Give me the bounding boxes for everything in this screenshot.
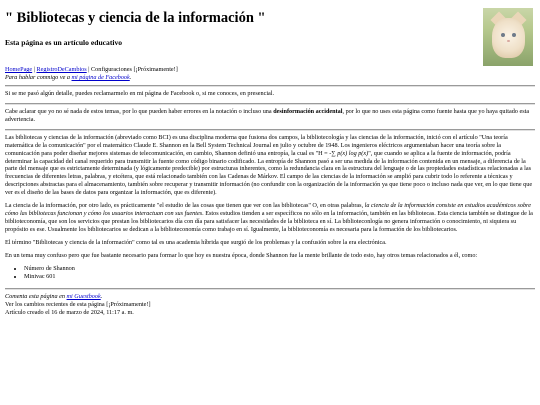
nav-bar — [5, 66, 535, 74]
notice-disclaimer — [5, 108, 535, 124]
guestbook-prefix: Comenta esta página en — [5, 292, 67, 300]
paragraph-termino: El término "Bibliotecas y ciencia de la información" como tal es una academia híbrida que surgió de los problemas y la confusión sobre la era electrónica. — [5, 238, 387, 246]
paragraph-ciencia-b: . Estos estudios tienden a ser específicos no sólo en la información, también en las bibliotecas. Esta ciencia también se distingue de la biblioteconomía, que son los servicios que prestan los bibliotecarios día con día para satisfacer las necesidades de la biblioteca en sí. La biblioteconlogía no genera información o conocimiento, ni siquiera su propósito es ese. Usualmente los bibliotecarios se dedican a la biblioteconomía como trabajo en sí. Igualmente, la biblioteconomía es necesaria para la formación de los bibliotecarios. — [5, 210, 533, 233]
facebook-line — [5, 74, 535, 82]
paragraph-shannon — [5, 134, 535, 198]
disclaimer-text-b: , por lo que no uses esta página como fuente hasta que yo haya quitado esta advertencia. — [5, 107, 530, 123]
notice-feedback: Si se me pasó algún detalle, puedes reclamarmelo en mi página de Facebook o, si me conoces, en presencial. — [5, 89, 275, 97]
recent-changes-text: Ver los cambios recientes de esta página [¡Próximamente!] — [5, 300, 151, 308]
kitten-eye-right — [512, 33, 516, 37]
kitten-nose — [507, 40, 510, 42]
nav-config-text: | Configuraciones [¡Próximamente!] — [86, 66, 178, 73]
guestbook-link[interactable]: mi Guestbook — [66, 292, 101, 300]
list-item: • Minivac 601 — [24, 273, 535, 281]
disclaimer-text-a: Cabe aclarar que yo no sé nada de estos temas, por lo que pueden haber errores en la notación o incluso una — [5, 107, 274, 115]
nav-separator: | — [32, 66, 37, 73]
page-subtitle: Esta página es un artículo educativo — [5, 38, 123, 47]
guestbook-suffix: . — [100, 292, 103, 300]
divider — [5, 129, 535, 131]
divider — [5, 288, 535, 290]
kitten-face — [492, 18, 525, 58]
paragraph-temas: En un tema muy confuso pero que fue bastante necesario para formar lo que hoy es nuestra época, donde Shannon fue la mente brillante de todo esto, hay otros temas relacionados a él, como: — [5, 251, 478, 259]
page-title: " Bibliotecas y ciencia de la información " — [5, 10, 266, 26]
divider — [5, 85, 535, 87]
paragraph-shannon-a: Las bibliotecas y ciencias de la información (abreviado como BCI) es una disciplina moderna que fusiona dos campos, la bibliotecología y las ciencias de la información, inició con el artículo "Una teoría matemática de la comunicación" por el matemático Claude E. Shannon en la Bell System Technical Journal en julio y octubre de 1948. Los ingenieros eléctricos argumentaban hacer una teoría sobre la comunicación para poder diseñar mejores sistemas de telecomunicación, en cambio, Shannon definió una entropía, la cual es "H = -∑ — [5, 133, 508, 157]
created-date-text: Artículo creado el 16 de marzo de 2024, 11:17 a. m. — [5, 308, 134, 316]
homepage-link[interactable]: HomePage — [5, 66, 33, 73]
facebook-prefix: Para hablar conmigo ve a — [5, 73, 72, 81]
paragraph-ciencia — [5, 202, 535, 234]
kitten-photo-icon — [483, 8, 533, 66]
paragraph-shannon-b: ", que cuando se aplica a la fuente de información, podría determinar la capacidad del canal requerido para transmitir la fuente como código binario codificado. La entropía de Shannon pasó a ser una medida de la información contenida en un mensaje, a diferencia de la parte del mensaje que es estrictamente determinada (y lógicamente predecible) por estructuras inherentes, como la redundancia clara en la estructura del lenguaje o de las propiedades estadísticas relacionadas a las frecuencias de diferentes letras, palabras, y etcétera, que está relacionado también con las Cadenas de Márkov. El campo de las ciencias de la información se amplió para cubrir todo lo referente a técnicas y descripciones abstractas para el almacenamiento, también sobre recuperar y transmitir información (no confundir con la organización de la información ya que tiene poco o incluso nada que ver, en lo que tiene que ver es el diseño de las bases de datos para organizar la información, que es diferente). — [5, 149, 533, 197]
footer — [5, 293, 535, 317]
paragraph-ciencia-italic: la ciencia de la información consiste en estudios académicos sobre cómo las bibliotecas funcionan y cómo los usuarios interactuan con sus fuentes — [5, 202, 531, 218]
entropy-formula: p(x) log p(x) — [337, 149, 369, 157]
kitten-eye-left — [501, 33, 505, 37]
related-topics-list — [5, 265, 535, 281]
list-item: • Número de Shannon — [24, 265, 535, 273]
facebook-suffix: . — [129, 73, 132, 81]
disclaimer-bold: desinformación accidental — [273, 107, 343, 115]
facebook-link[interactable]: mi página de Facebook — [71, 73, 130, 81]
divider — [5, 103, 535, 105]
paragraph-ciencia-a: La ciencia de la información, por otro lado, es prácticamente "el estudio de las cosas que tienen que ver con las bibliotecas" O, en otras palabras, — [5, 202, 365, 210]
guestbook-line — [5, 293, 535, 301]
registro-cambios-link[interactable]: RegistroDeCambios — [36, 66, 87, 73]
header — [5, 6, 535, 66]
